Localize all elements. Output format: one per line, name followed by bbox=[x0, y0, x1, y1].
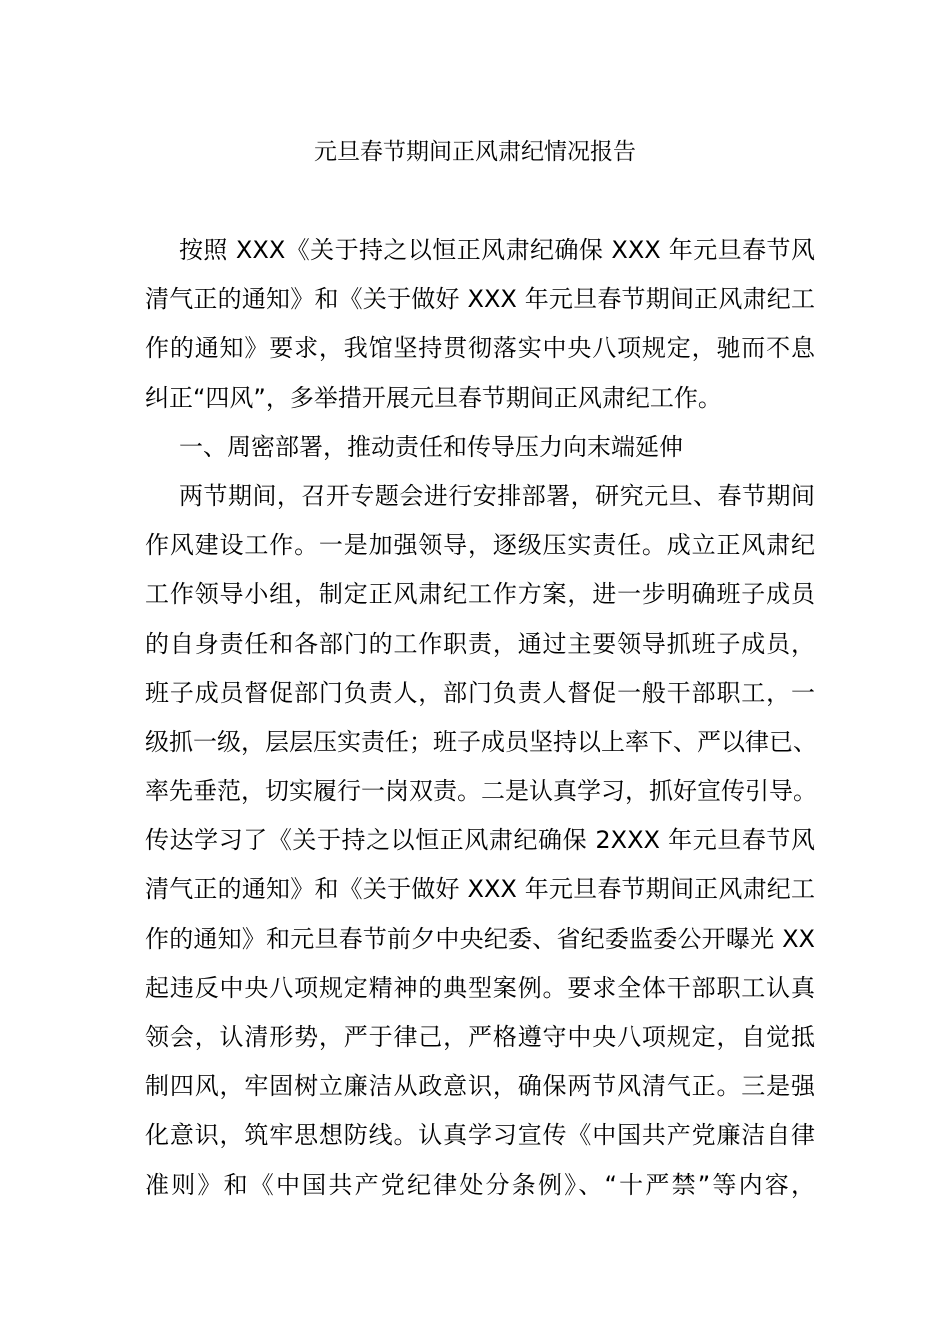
document-body bbox=[145, 226, 815, 1210]
section-heading: 一、周密部署，推动责任和传导压力向末端延伸 bbox=[179, 432, 683, 461]
paragraph-line: 作的通知》和元旦春节前夕中央纪委、省纪委监委公开曝光 XX bbox=[145, 924, 815, 953]
paragraph-line: 工作领导小组，制定正风肃纪工作方案，进一步明确班子成员 bbox=[145, 580, 815, 609]
paragraph-line: 的自身责任和各部门的工作职责，通过主要领导抓班子成员， bbox=[145, 629, 815, 658]
paragraph-line: 纠正“四风”，多举措开展元旦春节期间正风肃纪工作。 bbox=[145, 383, 722, 412]
paragraph-line: 制四风，牢固树立廉洁从政意识，确保两节风清气正。三是强 bbox=[145, 1072, 815, 1101]
paragraph-line: 传达学习了《关于持之以恒正风肃纪确保 2XXX 年元旦春节风 bbox=[145, 826, 815, 855]
paragraph-line: 起违反中央八项规定精神的典型案例。要求全体干部职工认真 bbox=[145, 973, 815, 1002]
paragraph-line: 准则》和《中国共产党纪律处分条例》、“十严禁”等内容， bbox=[145, 1170, 815, 1199]
paragraph-line: 班子成员督促部门负责人，部门负责人督促一般干部职工，一 bbox=[145, 678, 815, 707]
document-title: 元旦春节期间正风肃纪情况报告 bbox=[314, 139, 636, 165]
paragraph-line: 按照 XXX《关于持之以恒正风肃纪确保 XXX 年元旦春节风 bbox=[179, 236, 815, 264]
paragraph-line: 率先垂范，切实履行一岗双责。二是认真学习，抓好宣传引导。 bbox=[145, 777, 817, 806]
paragraph-line: 领会，认清形势，严于律己，严格遵守中央八项规定，自觉抵 bbox=[145, 1023, 815, 1051]
paragraph-line: 级抓一级，层层压实责任；班子成员坚持以上率下、严以律已、 bbox=[145, 727, 817, 756]
paragraph-line: 两节期间，召开专题会进行安排部署，研究元旦、春节期间 bbox=[179, 481, 815, 510]
paragraph-line: 清气正的通知》和《关于做好 XXX 年元旦春节期间正风肃纪工 bbox=[145, 875, 815, 904]
paragraph-line: 化意识，筑牢思想防线。认真学习宣传《中国共产党廉洁自律 bbox=[145, 1121, 815, 1150]
paragraph-line: 清气正的通知》和《关于做好 XXX 年元旦春节期间正风肃纪工 bbox=[145, 285, 815, 314]
paragraph-line: 作的通知》要求，我馆坚持贯彻落实中央八项规定，驰而不息 bbox=[145, 334, 815, 363]
paragraph-line: 作风建设工作。一是加强领导，逐级压实责任。成立正风肃纪 bbox=[145, 531, 815, 560]
